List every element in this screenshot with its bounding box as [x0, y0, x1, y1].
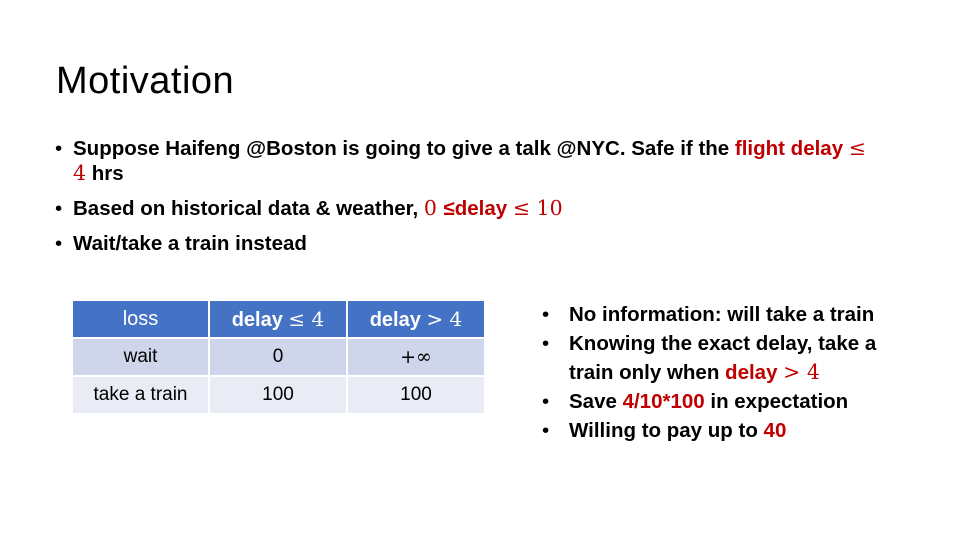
header-label: delay — [231, 308, 289, 331]
table-header-row — [73, 301, 484, 337]
bullet-tail: hrs — [86, 162, 124, 185]
highlight-text: flight delay — [734, 137, 849, 160]
highlight-text: ≤delay — [443, 197, 513, 220]
math-expression: 0 — [423, 196, 444, 220]
table-cell: 0 — [210, 339, 346, 375]
math-expression: ≤ 4 — [73, 136, 866, 185]
bullet-item — [538, 387, 898, 416]
table-row — [73, 339, 484, 375]
bullet-item — [55, 136, 885, 186]
main-bullet-list — [55, 136, 885, 266]
table-cell: 100 — [348, 377, 484, 413]
header-label: loss — [122, 307, 159, 330]
math-expression: > 4 — [783, 360, 820, 384]
bullet-item — [538, 416, 898, 445]
bullet-text: Based on historical data & weather, — [73, 197, 424, 220]
table-header-cell — [348, 301, 484, 337]
bullet-text: Knowing the exact delay, take a train only when — [569, 332, 877, 384]
table-cell: wait — [73, 339, 208, 375]
math-expression: > 4 — [426, 306, 463, 331]
bullet-text: Willing to pay up to — [569, 419, 764, 442]
header-label: delay — [369, 308, 427, 331]
bullet-item — [55, 196, 885, 221]
right-bullet-list — [538, 300, 898, 445]
bullet-item — [538, 329, 898, 387]
bullet-item — [55, 231, 885, 256]
math-expression: ≤ 4 — [288, 306, 325, 331]
bullet-item — [538, 300, 898, 329]
math-expression: ≤ 10 — [512, 196, 563, 220]
bullet-text: Suppose Haifeng @Boston is going to give a talk @NYC. Safe if the — [73, 137, 735, 160]
highlight-text: delay — [725, 361, 784, 384]
table-row — [73, 377, 484, 413]
highlight-text: 40 — [763, 419, 787, 442]
table-cell: 100 — [210, 377, 346, 413]
table-header-cell — [73, 301, 208, 337]
bullet-text: Save — [569, 390, 623, 413]
bullet-text: No information: will take a train — [569, 303, 875, 326]
bullet-text: Wait/take a train instead — [73, 232, 307, 255]
bullet-tail: in expectation — [704, 390, 849, 413]
slide-title: Motivation — [56, 60, 235, 102]
table-cell: +∞ — [348, 339, 484, 375]
highlight-text: 4/10*100 — [622, 390, 705, 413]
table-header-cell — [210, 301, 346, 337]
table-cell: take a train — [73, 377, 208, 413]
loss-table — [71, 299, 486, 415]
